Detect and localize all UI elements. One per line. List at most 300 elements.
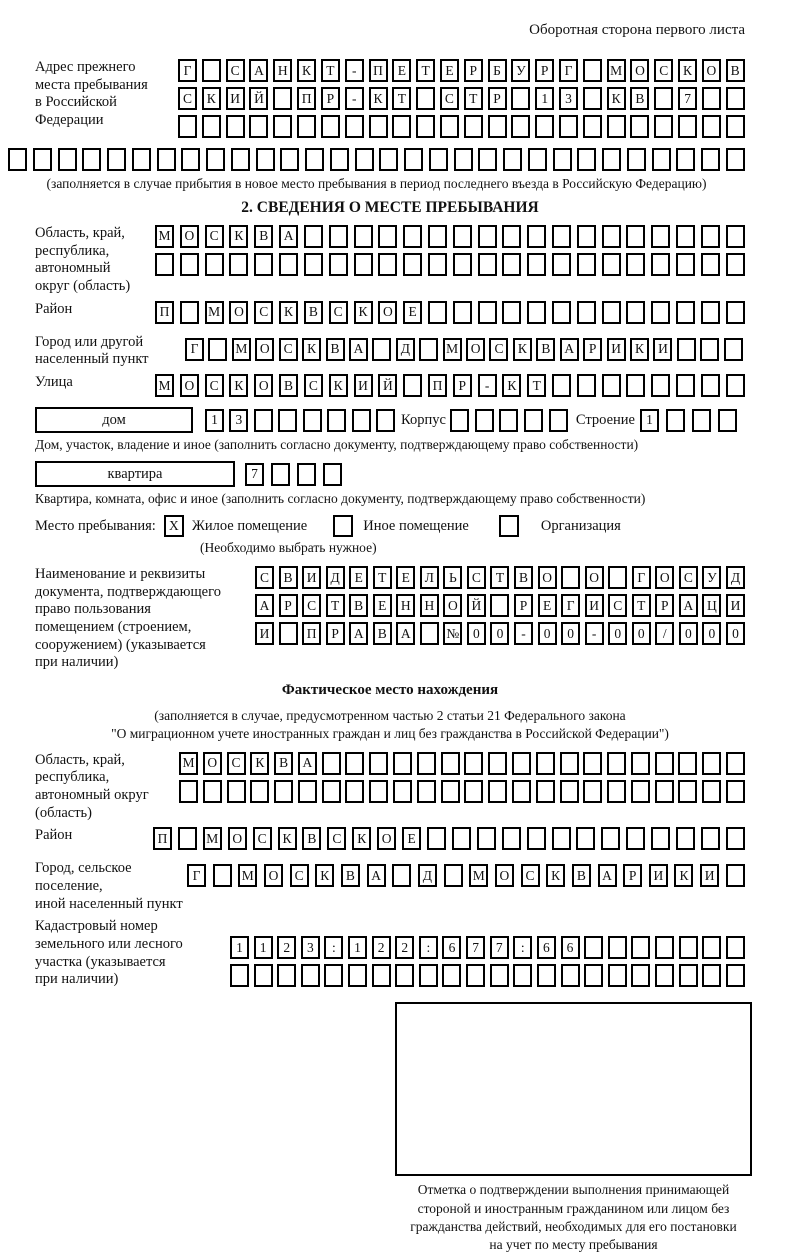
char-box[interactable]: А [349,338,368,361]
char-box[interactable] [678,752,697,775]
char-box[interactable] [511,87,530,110]
char-box[interactable] [298,780,317,803]
doc-row-3[interactable] [255,622,745,645]
char-box[interactable] [502,301,521,324]
char-box[interactable]: Е [403,301,422,324]
char-box[interactable] [726,864,745,887]
char-box[interactable] [231,148,250,171]
char-box[interactable] [631,752,650,775]
char-box[interactable]: К [352,827,371,850]
char-box[interactable]: Е [402,827,421,850]
s2-raion-row[interactable] [155,301,745,324]
char-box[interactable] [552,253,571,276]
fact-raion-row[interactable] [153,827,745,850]
char-box[interactable] [132,148,151,171]
char-box[interactable] [726,253,745,276]
char-box[interactable] [626,301,645,324]
char-box[interactable] [178,115,197,138]
char-box[interactable]: А [279,225,298,248]
char-box[interactable]: 1 [254,936,273,959]
char-box[interactable]: С [467,566,486,589]
fact-oblast-row-2[interactable] [179,780,745,803]
char-box[interactable]: К [250,752,269,775]
char-box[interactable] [229,253,248,276]
char-box[interactable] [701,301,720,324]
char-box[interactable]: А [679,594,698,617]
char-box[interactable] [726,936,745,959]
char-box[interactable] [560,752,579,775]
char-box[interactable] [655,936,674,959]
char-box[interactable]: : [419,936,438,959]
char-box[interactable]: О [378,301,397,324]
char-box[interactable] [654,115,673,138]
char-box[interactable]: О [538,566,557,589]
char-box[interactable] [226,115,245,138]
char-box[interactable]: Е [538,594,557,617]
char-box[interactable] [369,752,388,775]
char-box[interactable]: К [354,301,373,324]
char-box[interactable] [178,827,197,850]
char-box[interactable] [692,409,711,432]
char-box[interactable]: О [495,864,514,887]
fact-oblast-row-1[interactable] [179,752,745,775]
char-box[interactable]: В [279,566,298,589]
char-box[interactable]: С [205,225,224,248]
char-box[interactable] [355,148,374,171]
char-box[interactable] [630,115,649,138]
char-box[interactable]: В [726,59,745,82]
char-box[interactable]: С [329,301,348,324]
char-box[interactable] [490,964,509,987]
char-box[interactable]: В [536,338,555,361]
char-box[interactable] [577,301,596,324]
char-box[interactable] [700,338,719,361]
char-box[interactable] [428,301,447,324]
char-box[interactable] [297,463,316,486]
char-box[interactable] [651,374,670,397]
char-box[interactable] [395,964,414,987]
char-box[interactable] [180,253,199,276]
doc-row-2[interactable] [255,594,745,617]
char-box[interactable]: О [466,338,485,361]
char-box[interactable]: - [345,87,364,110]
char-box[interactable]: Й [467,594,486,617]
char-box[interactable] [607,115,626,138]
char-box[interactable]: 3 [559,87,578,110]
char-box[interactable]: / [655,622,674,645]
char-box[interactable] [372,338,391,361]
doc-row-1[interactable] [255,566,745,589]
char-box[interactable]: Р [453,374,472,397]
char-box[interactable] [527,253,546,276]
char-box[interactable]: Р [464,59,483,82]
char-box[interactable]: 7 [490,936,509,959]
char-box[interactable] [297,115,316,138]
char-box[interactable]: Д [326,566,345,589]
fact-gorod-row[interactable] [187,864,745,887]
char-box[interactable] [651,827,670,850]
char-box[interactable] [392,864,411,887]
char-box[interactable]: М [205,301,224,324]
s2-gorod-row[interactable] [185,338,743,361]
char-box[interactable] [345,115,364,138]
char-box[interactable] [631,780,650,803]
char-box[interactable]: И [585,594,604,617]
char-box[interactable] [303,409,322,432]
char-box[interactable]: О [443,594,462,617]
char-box[interactable] [179,780,198,803]
char-box[interactable] [626,374,645,397]
dom-row[interactable] [205,409,395,432]
char-box[interactable]: В [279,374,298,397]
char-box[interactable] [444,864,463,887]
char-box[interactable] [702,964,721,987]
char-box[interactable]: О [180,374,199,397]
char-box[interactable]: Т [373,566,392,589]
char-box[interactable]: К [678,59,697,82]
char-box[interactable] [254,964,273,987]
char-box[interactable] [577,374,596,397]
char-box[interactable] [227,780,246,803]
char-box[interactable] [602,253,621,276]
char-box[interactable] [652,148,671,171]
char-box[interactable] [304,253,323,276]
char-box[interactable]: Р [514,594,533,617]
char-box[interactable] [701,225,720,248]
char-box[interactable]: К [202,87,221,110]
char-box[interactable] [726,301,745,324]
char-box[interactable]: А [560,338,579,361]
char-box[interactable]: В [349,594,368,617]
char-box[interactable]: А [349,622,368,645]
char-box[interactable]: 0 [490,622,509,645]
char-box[interactable]: 1 [230,936,249,959]
char-box[interactable]: О [229,301,248,324]
char-box[interactable] [107,148,126,171]
char-box[interactable]: Б [488,59,507,82]
char-box[interactable]: Й [378,374,397,397]
char-box[interactable] [527,827,546,850]
char-box[interactable] [345,752,364,775]
char-box[interactable] [277,964,296,987]
char-box[interactable]: И [653,338,672,361]
char-box[interactable] [679,936,698,959]
char-box[interactable]: О [264,864,283,887]
char-box[interactable]: С [226,59,245,82]
char-box[interactable] [701,827,720,850]
char-box[interactable]: С [227,752,246,775]
char-box[interactable] [499,409,518,432]
char-box[interactable]: О [585,566,604,589]
char-box[interactable] [208,338,227,361]
char-box[interactable] [676,253,695,276]
char-box[interactable] [655,780,674,803]
char-box[interactable] [602,374,621,397]
char-box[interactable] [552,827,571,850]
char-box[interactable]: Н [273,59,292,82]
char-box[interactable] [490,594,509,617]
char-box[interactable]: О [255,338,274,361]
char-box[interactable]: П [369,59,388,82]
prev-address-row-3[interactable] [178,115,745,138]
char-box[interactable] [502,827,521,850]
char-box[interactable]: В [326,338,345,361]
char-box[interactable] [702,780,721,803]
char-box[interactable] [477,827,496,850]
char-box[interactable] [607,752,626,775]
char-box[interactable] [488,115,507,138]
char-box[interactable] [524,409,543,432]
char-box[interactable] [583,780,602,803]
char-box[interactable] [464,780,483,803]
char-box[interactable]: В [630,87,649,110]
char-box[interactable]: Р [321,87,340,110]
char-box[interactable] [249,115,268,138]
char-box[interactable]: К [513,338,532,361]
char-box[interactable] [205,253,224,276]
char-box[interactable] [627,148,646,171]
char-box[interactable]: Т [392,87,411,110]
char-box[interactable] [535,115,554,138]
char-box[interactable]: Р [326,622,345,645]
char-box[interactable] [552,301,571,324]
char-box[interactable]: 2 [372,936,391,959]
char-box[interactable] [702,87,721,110]
char-box[interactable]: М [155,374,174,397]
char-box[interactable]: И [302,566,321,589]
char-box[interactable]: С [279,338,298,361]
char-box[interactable] [419,964,438,987]
char-box[interactable]: К [297,59,316,82]
char-box[interactable] [279,622,298,645]
char-box[interactable] [279,253,298,276]
char-box[interactable]: 6 [442,936,461,959]
char-box[interactable] [441,752,460,775]
char-box[interactable]: М [469,864,488,887]
char-box[interactable] [378,225,397,248]
fact-kadastr-row-1[interactable] [230,936,745,959]
char-box[interactable]: А [367,864,386,887]
char-box[interactable] [601,827,620,850]
char-box[interactable] [561,964,580,987]
char-box[interactable]: Г [561,594,580,617]
char-box[interactable]: А [598,864,617,887]
char-box[interactable]: 6 [537,936,556,959]
char-box[interactable] [561,566,580,589]
char-box[interactable] [552,225,571,248]
char-box[interactable]: Г [559,59,578,82]
char-box[interactable] [503,148,522,171]
char-box[interactable] [442,964,461,987]
char-box[interactable] [33,148,52,171]
char-box[interactable]: Н [420,594,439,617]
char-box[interactable]: Е [440,59,459,82]
char-box[interactable]: М [238,864,257,887]
char-box[interactable]: Т [321,59,340,82]
char-box[interactable] [475,409,494,432]
char-box[interactable]: Й [249,87,268,110]
char-box[interactable] [202,59,221,82]
char-box[interactable]: - [585,622,604,645]
char-box[interactable] [403,225,422,248]
char-box[interactable]: С [608,594,627,617]
char-box[interactable]: 7 [678,87,697,110]
char-box[interactable] [403,374,422,397]
char-box[interactable]: К [229,225,248,248]
char-box[interactable]: М [232,338,251,361]
char-box[interactable] [369,780,388,803]
char-box[interactable] [352,409,371,432]
char-box[interactable] [478,301,497,324]
char-box[interactable] [450,409,469,432]
char-box[interactable] [718,409,737,432]
char-box[interactable] [726,87,745,110]
char-box[interactable] [502,253,521,276]
char-box[interactable] [607,780,626,803]
char-box[interactable]: В [304,301,323,324]
s2-ulitsa-row[interactable] [155,374,745,397]
char-box[interactable]: Е [392,59,411,82]
char-box[interactable] [203,780,222,803]
char-box[interactable] [583,87,602,110]
char-box[interactable] [512,752,531,775]
char-box[interactable] [213,864,232,887]
char-box[interactable]: П [155,301,174,324]
char-box[interactable]: К [329,374,348,397]
char-box[interactable] [502,225,521,248]
prev-address-row-4[interactable] [8,148,745,171]
char-box[interactable]: Р [623,864,642,887]
char-box[interactable] [626,827,645,850]
char-box[interactable] [651,253,670,276]
char-box[interactable] [536,780,555,803]
char-box[interactable] [651,225,670,248]
char-box[interactable]: 6 [561,936,580,959]
char-box[interactable]: С [253,827,272,850]
char-box[interactable] [651,301,670,324]
char-box[interactable] [206,148,225,171]
char-box[interactable] [417,752,436,775]
char-box[interactable]: 0 [702,622,721,645]
char-box[interactable] [330,148,349,171]
char-box[interactable]: С [304,374,323,397]
char-box[interactable] [417,780,436,803]
char-box[interactable] [345,780,364,803]
char-box[interactable] [577,225,596,248]
char-box[interactable] [419,338,438,361]
char-box[interactable]: С [290,864,309,887]
char-box[interactable] [488,752,507,775]
char-box[interactable]: С [489,338,508,361]
char-box[interactable] [608,936,627,959]
char-box[interactable] [180,301,199,324]
checkbox-organizatsiya[interactable] [499,515,519,537]
char-box[interactable]: - [478,374,497,397]
char-box[interactable] [464,115,483,138]
char-box[interactable] [466,964,485,987]
char-box[interactable]: Р [488,87,507,110]
char-box[interactable] [678,780,697,803]
char-box[interactable] [602,301,621,324]
char-box[interactable] [676,225,695,248]
char-box[interactable]: Г [178,59,197,82]
char-box[interactable] [376,409,395,432]
char-box[interactable] [726,225,745,248]
char-box[interactable]: Р [535,59,554,82]
char-box[interactable]: К [630,338,649,361]
char-box[interactable] [701,253,720,276]
char-box[interactable] [369,115,388,138]
char-box[interactable]: К [546,864,565,887]
char-box[interactable] [488,780,507,803]
char-box[interactable]: 7 [245,463,264,486]
char-box[interactable]: К [302,338,321,361]
char-box[interactable] [679,964,698,987]
char-box[interactable]: Т [464,87,483,110]
char-box[interactable]: Е [396,566,415,589]
char-box[interactable] [274,780,293,803]
char-box[interactable] [427,827,446,850]
char-box[interactable]: П [297,87,316,110]
char-box[interactable] [559,115,578,138]
char-box[interactable] [527,225,546,248]
char-box[interactable]: Ь [443,566,462,589]
char-box[interactable] [372,964,391,987]
s2-oblast-row-2[interactable] [155,253,745,276]
char-box[interactable] [726,964,745,987]
char-box[interactable] [655,752,674,775]
char-box[interactable]: : [324,936,343,959]
char-box[interactable] [250,780,269,803]
char-box[interactable]: О [377,827,396,850]
char-box[interactable] [584,964,603,987]
char-box[interactable] [702,752,721,775]
char-box[interactable] [701,374,720,397]
char-box[interactable] [416,115,435,138]
checkbox-zhiloe[interactable]: X [164,515,184,537]
char-box[interactable]: Г [185,338,204,361]
char-box[interactable] [428,225,447,248]
char-box[interactable] [577,253,596,276]
char-box[interactable] [453,253,472,276]
char-box[interactable] [155,253,174,276]
char-box[interactable] [321,115,340,138]
char-box[interactable] [378,253,397,276]
char-box[interactable]: И [726,594,745,617]
char-box[interactable] [454,148,473,171]
char-box[interactable] [631,936,650,959]
char-box[interactable]: Т [416,59,435,82]
char-box[interactable]: О [228,827,247,850]
char-box[interactable] [553,148,572,171]
char-box[interactable]: Т [326,594,345,617]
char-box[interactable] [726,780,745,803]
char-box[interactable]: М [155,225,174,248]
char-box[interactable] [701,148,720,171]
char-box[interactable] [464,752,483,775]
char-box[interactable]: С [521,864,540,887]
char-box[interactable] [305,148,324,171]
char-box[interactable] [560,780,579,803]
char-box[interactable] [322,752,341,775]
char-box[interactable] [58,148,77,171]
prev-address-row-1[interactable] [178,59,745,82]
char-box[interactable] [726,374,745,397]
char-box[interactable] [577,148,596,171]
char-box[interactable] [655,964,674,987]
char-box[interactable]: И [607,338,626,361]
char-box[interactable] [549,409,568,432]
